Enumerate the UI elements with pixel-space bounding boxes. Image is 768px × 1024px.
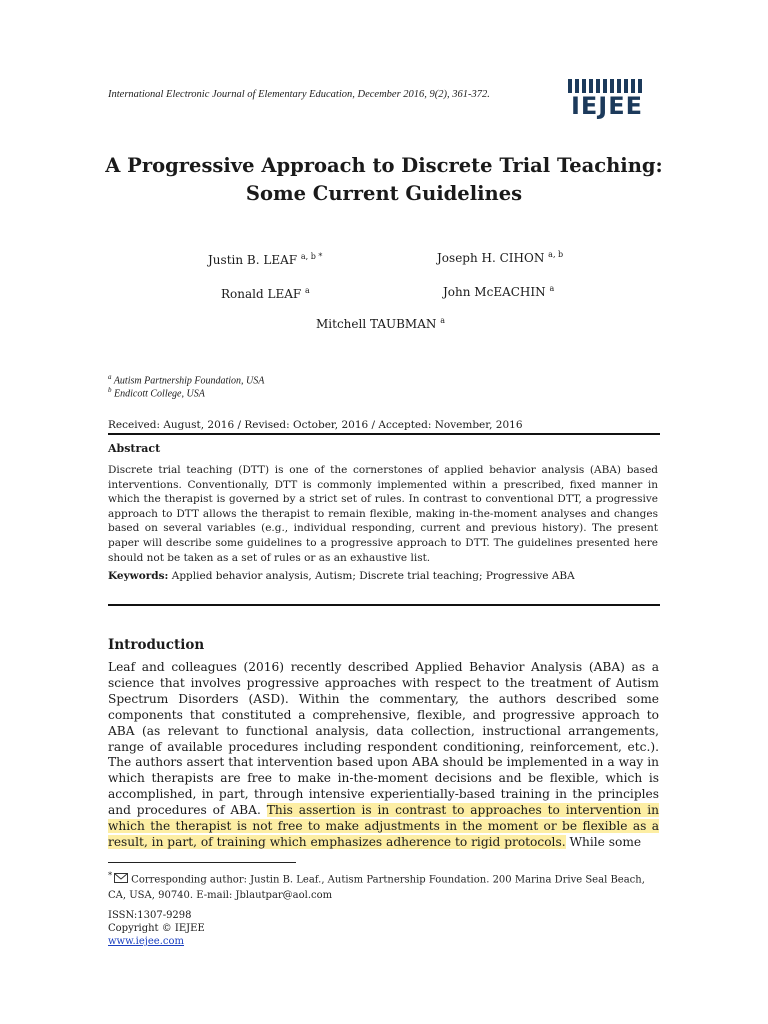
author-4 xyxy=(443,284,554,299)
introduction-heading: Introduction xyxy=(108,637,205,653)
author-affiliation-marker: a xyxy=(440,316,445,325)
highlighted-text: This assertion is in contrast to approaches to intervention in which the therapist is not free to make adjustments in the moment or be flexible as a result, in part, of training which emphasizes adherence to rigid protocols. xyxy=(108,803,660,849)
abstract-heading: Abstract xyxy=(108,442,161,455)
title-line-2: Some Current Guidelines xyxy=(245,182,523,205)
corresponding-author-footnote xyxy=(108,868,660,903)
author-5 xyxy=(316,316,445,331)
author-affiliation-marker: a xyxy=(305,286,310,295)
publisher-info xyxy=(108,909,205,948)
author-affiliation-marker: a, b xyxy=(548,250,564,259)
author-1 xyxy=(208,252,322,267)
title-line-1: A Progressive Approach to Discrete Trial Teaching: xyxy=(105,154,663,177)
website-link[interactable]: www.iejee.com xyxy=(108,936,185,947)
iejee-logo xyxy=(566,78,648,122)
keywords-label: Keywords: xyxy=(108,570,169,582)
affiliation-a xyxy=(108,373,264,386)
affiliation-marker: a xyxy=(108,373,112,381)
introduction-text xyxy=(108,660,659,851)
author-3 xyxy=(221,286,310,301)
issn: ISSN:1307-9298 xyxy=(108,910,192,921)
intro-text-after: While some xyxy=(569,834,642,849)
affiliation-marker: b xyxy=(108,386,112,394)
author-name: Mitchell TAUBMAN xyxy=(316,317,437,331)
abstract-bottom-rule xyxy=(108,604,660,606)
keywords-text: Applied behavior analysis, Autism; Discrete trial teaching; Progressive ABA xyxy=(171,570,575,582)
logo-text: IEJEE xyxy=(570,92,644,120)
intro-text-before: Leaf and colleagues (2016) recently described Applied Behavior Analysis (ABA) as a science that involves progressive approaches with respect to the treatment of Autism Spectrum Disorders (ASD). Within the commentary, the authors described some components that constituted a comprehensive, flexible, and progressive approach to ABA (as relevant to functional analysis, data collection, instructional arrangements, range of available procedures including respondent conditioning, reinforcement, etc.). The authors assert that intervention based upon ABA should be implemented in a way in which therapists are free to make in-the-moment decisions and be flexible, which is accomplished, in part, through intensive experientially-based training in the principles and procedures of ABA. xyxy=(108,660,659,818)
affiliation-b xyxy=(108,386,205,399)
affiliation-text: Endicott College, USA xyxy=(114,388,205,400)
keywords xyxy=(108,570,660,582)
footnote-text: Corresponding author: Justin B. Leaf., Autism Partnership Foundation. 200 Marina Drive Seal Beach, CA, USA, 90740. E-mail: Jblautpar@aol.com xyxy=(108,874,645,901)
author-affiliation-marker: a xyxy=(549,284,555,293)
author-name: Joseph H. CIHON xyxy=(437,251,545,265)
copyright: Copyright © IEJEE xyxy=(108,923,205,934)
footnote-rule xyxy=(108,862,296,863)
footnote-marker: * xyxy=(108,870,113,880)
author-2 xyxy=(437,250,563,265)
envelope-icon xyxy=(114,873,128,889)
author-affiliation-marker: a, b * xyxy=(300,252,323,261)
abstract-top-rule xyxy=(108,433,660,435)
abstract-text: Discrete trial teaching (DTT) is one of the cornerstones of applied behavior analysis (ABA) based interventions. Conventionally, DTT is commonly implemented within a prescribed, fixed manner in which the therapist is governed by a strict set of rules. In contrast to conventional DTT, a progressive approach to DTT allows the therapist to remain flexible, making in-the-moment analyses and changes based on several variables (e.g., individual responding, current and previous history). The present paper will describe some guidelines to a progressive approach to DTT. The guidelines presented here should not be taken as a set of rules or as an exhaustive list. xyxy=(108,464,658,564)
author-name: Justin B. LEAF xyxy=(208,253,298,267)
author-name: Ronald LEAF xyxy=(221,287,302,301)
author-name: John McEACHIN xyxy=(443,285,546,299)
journal-citation: International Electronic Journal of Elementary Education, December 2016, 9(2), 361-372. xyxy=(108,89,490,100)
paper-title xyxy=(0,152,768,208)
submission-dates: Received: August, 2016 / Revised: October, 2016 / Accepted: November, 2016 xyxy=(108,419,523,431)
affiliation-text: Autism Partnership Foundation, USA xyxy=(113,375,265,387)
